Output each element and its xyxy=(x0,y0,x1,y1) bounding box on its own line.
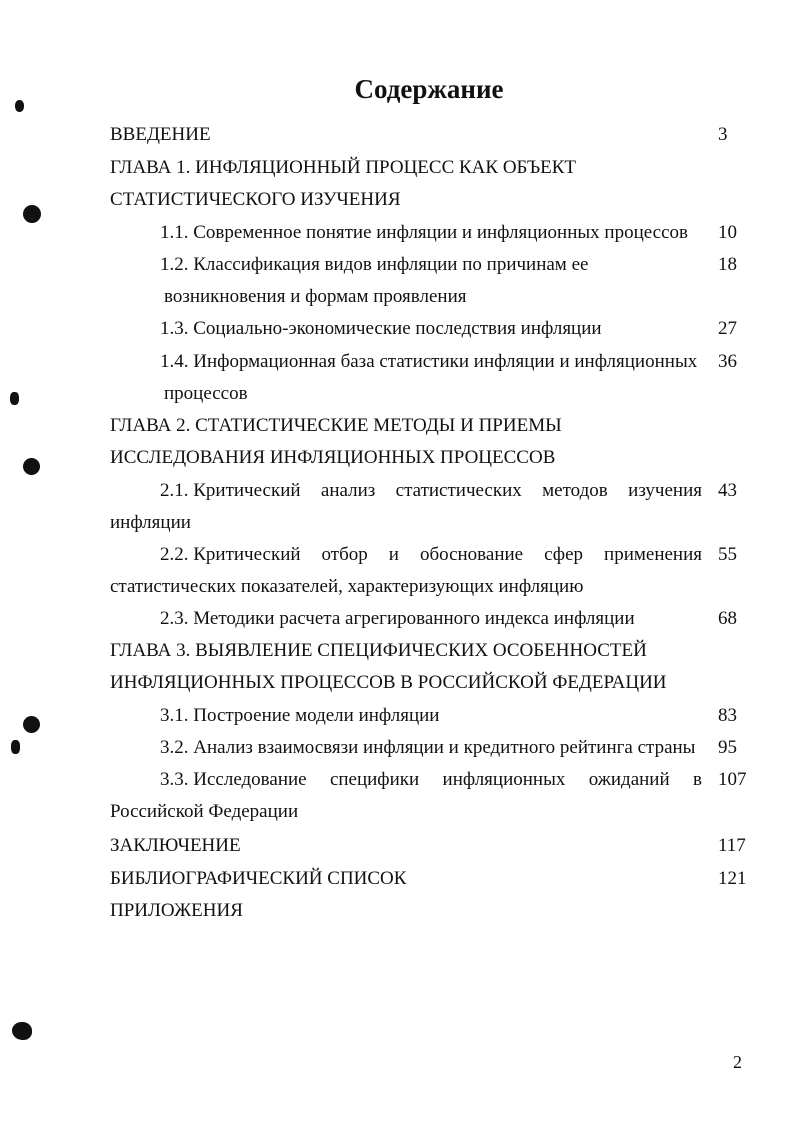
toc-section-3-3[interactable] xyxy=(160,768,702,792)
toc-word: и xyxy=(388,544,399,565)
toc-section-1-4-cont[interactable]: процессов xyxy=(164,383,248,404)
chapter-2-title-cont[interactable]: ИССЛЕДОВАНИЯ ИНФЛЯЦИОННЫХ ПРОЦЕССОВ xyxy=(110,447,556,468)
toc-section-3-1-page: 83 xyxy=(718,705,737,726)
toc-conclusion[interactable]: ЗАКЛЮЧЕНИЕ xyxy=(110,835,241,856)
toc-conclusion-page: 117 xyxy=(718,835,746,856)
toc-word: 2.2. Критический xyxy=(160,544,301,565)
toc-section-2-3[interactable]: 2.3. Методики расчета агрегированного индекса инфляции xyxy=(160,608,635,629)
toc-section-1-2-page: 18 xyxy=(718,254,737,275)
toc-section-2-3-page: 68 xyxy=(718,608,737,629)
page-title: Содержание xyxy=(354,74,504,104)
toc-section-1-1-page: 10 xyxy=(718,222,737,243)
toc-intro[interactable]: ВВЕДЕНИЕ xyxy=(110,124,211,145)
toc-word: 2.1. Критический xyxy=(160,480,301,501)
toc-bibliography-page: 121 xyxy=(718,868,747,889)
toc-section-3-3-cont[interactable]: Российской Федерации xyxy=(110,801,299,822)
toc-word: отбор xyxy=(321,544,368,565)
toc-section-2-1-cont[interactable]: инфляции xyxy=(110,512,191,533)
toc-section-3-3-page: 107 xyxy=(718,769,747,790)
chapter-1-title-cont[interactable]: СТАТИСТИЧЕСКОГО ИЗУЧЕНИЯ xyxy=(110,189,401,210)
toc-section-2-1[interactable] xyxy=(160,479,702,503)
punch-hole-mark xyxy=(10,392,19,405)
chapter-3-title[interactable]: ГЛАВА 3. ВЫЯВЛЕНИЕ СПЕЦИФИЧЕСКИХ ОСОБЕННОСТЕЙ xyxy=(110,640,647,661)
toc-section-2-2[interactable] xyxy=(160,543,702,567)
toc-section-2-2-page: 55 xyxy=(718,544,737,565)
toc-section-1-2[interactable]: 1.2. Классификация видов инфляции по причинам ее xyxy=(160,254,589,275)
toc-word: методов xyxy=(542,480,608,501)
chapter-2-title[interactable]: ГЛАВА 2. СТАТИСТИЧЕСКИЕ МЕТОДЫ И ПРИЕМЫ xyxy=(110,415,562,436)
toc-intro-page: 3 xyxy=(718,124,728,145)
toc-word: изучения xyxy=(628,480,702,501)
toc-bibliography[interactable]: БИБЛИОГРАФИЧЕСКИЙ СПИСОК xyxy=(110,868,407,889)
page-number: 2 xyxy=(733,1052,742,1072)
punch-hole-mark xyxy=(23,716,40,733)
toc-section-2-1-page: 43 xyxy=(718,480,737,501)
toc-word: статистических xyxy=(395,480,522,501)
toc-appendix[interactable]: ПРИЛОЖЕНИЯ xyxy=(110,900,243,921)
toc-word: специфики xyxy=(329,769,420,790)
toc-word: ожиданий xyxy=(588,769,670,790)
toc-word: в xyxy=(693,769,702,790)
punch-hole-mark xyxy=(15,100,24,112)
toc-word: сфер xyxy=(544,544,584,565)
toc-section-1-3[interactable]: 1.3. Социально-экономические последствия инфляции xyxy=(160,318,602,339)
toc-section-3-2[interactable]: 3.2. Анализ взаимосвязи инфляции и кредитного рейтинга страны xyxy=(160,737,696,758)
toc-section-1-4-page: 36 xyxy=(718,351,737,372)
toc-word: применения xyxy=(604,544,702,565)
toc-section-3-2-page: 95 xyxy=(718,737,737,758)
toc-word: обоснование xyxy=(419,544,524,565)
toc-word: инфляционных xyxy=(442,769,566,790)
toc-word: анализ xyxy=(320,480,376,501)
punch-hole-mark xyxy=(11,740,20,754)
toc-section-1-2-cont[interactable]: возникновения и формам проявления xyxy=(164,286,467,307)
chapter-3-title-cont[interactable]: ИНФЛЯЦИОННЫХ ПРОЦЕССОВ В РОССИЙСКОЙ ФЕДЕРАЦИИ xyxy=(110,672,667,693)
toc-section-1-4[interactable]: 1.4. Информационная база статистики инфляции и инфляционных xyxy=(160,351,698,372)
toc-section-1-1[interactable]: 1.1. Современное понятие инфляции и инфляционных процессов xyxy=(160,222,688,243)
punch-hole-mark xyxy=(23,205,41,223)
chapter-1-title[interactable]: ГЛАВА 1. ИНФЛЯЦИОННЫЙ ПРОЦЕСС КАК ОБЪЕКТ xyxy=(110,157,577,178)
toc-word: 3.3. Исследование xyxy=(160,769,307,790)
toc-section-1-3-page: 27 xyxy=(718,318,737,339)
punch-hole-mark xyxy=(23,458,40,475)
toc-section-2-2-cont[interactable]: статистических показателей, характеризующих инфляцию xyxy=(110,576,584,597)
toc-section-3-1[interactable]: 3.1. Построение модели инфляции xyxy=(160,705,440,726)
punch-hole-mark xyxy=(12,1022,32,1040)
